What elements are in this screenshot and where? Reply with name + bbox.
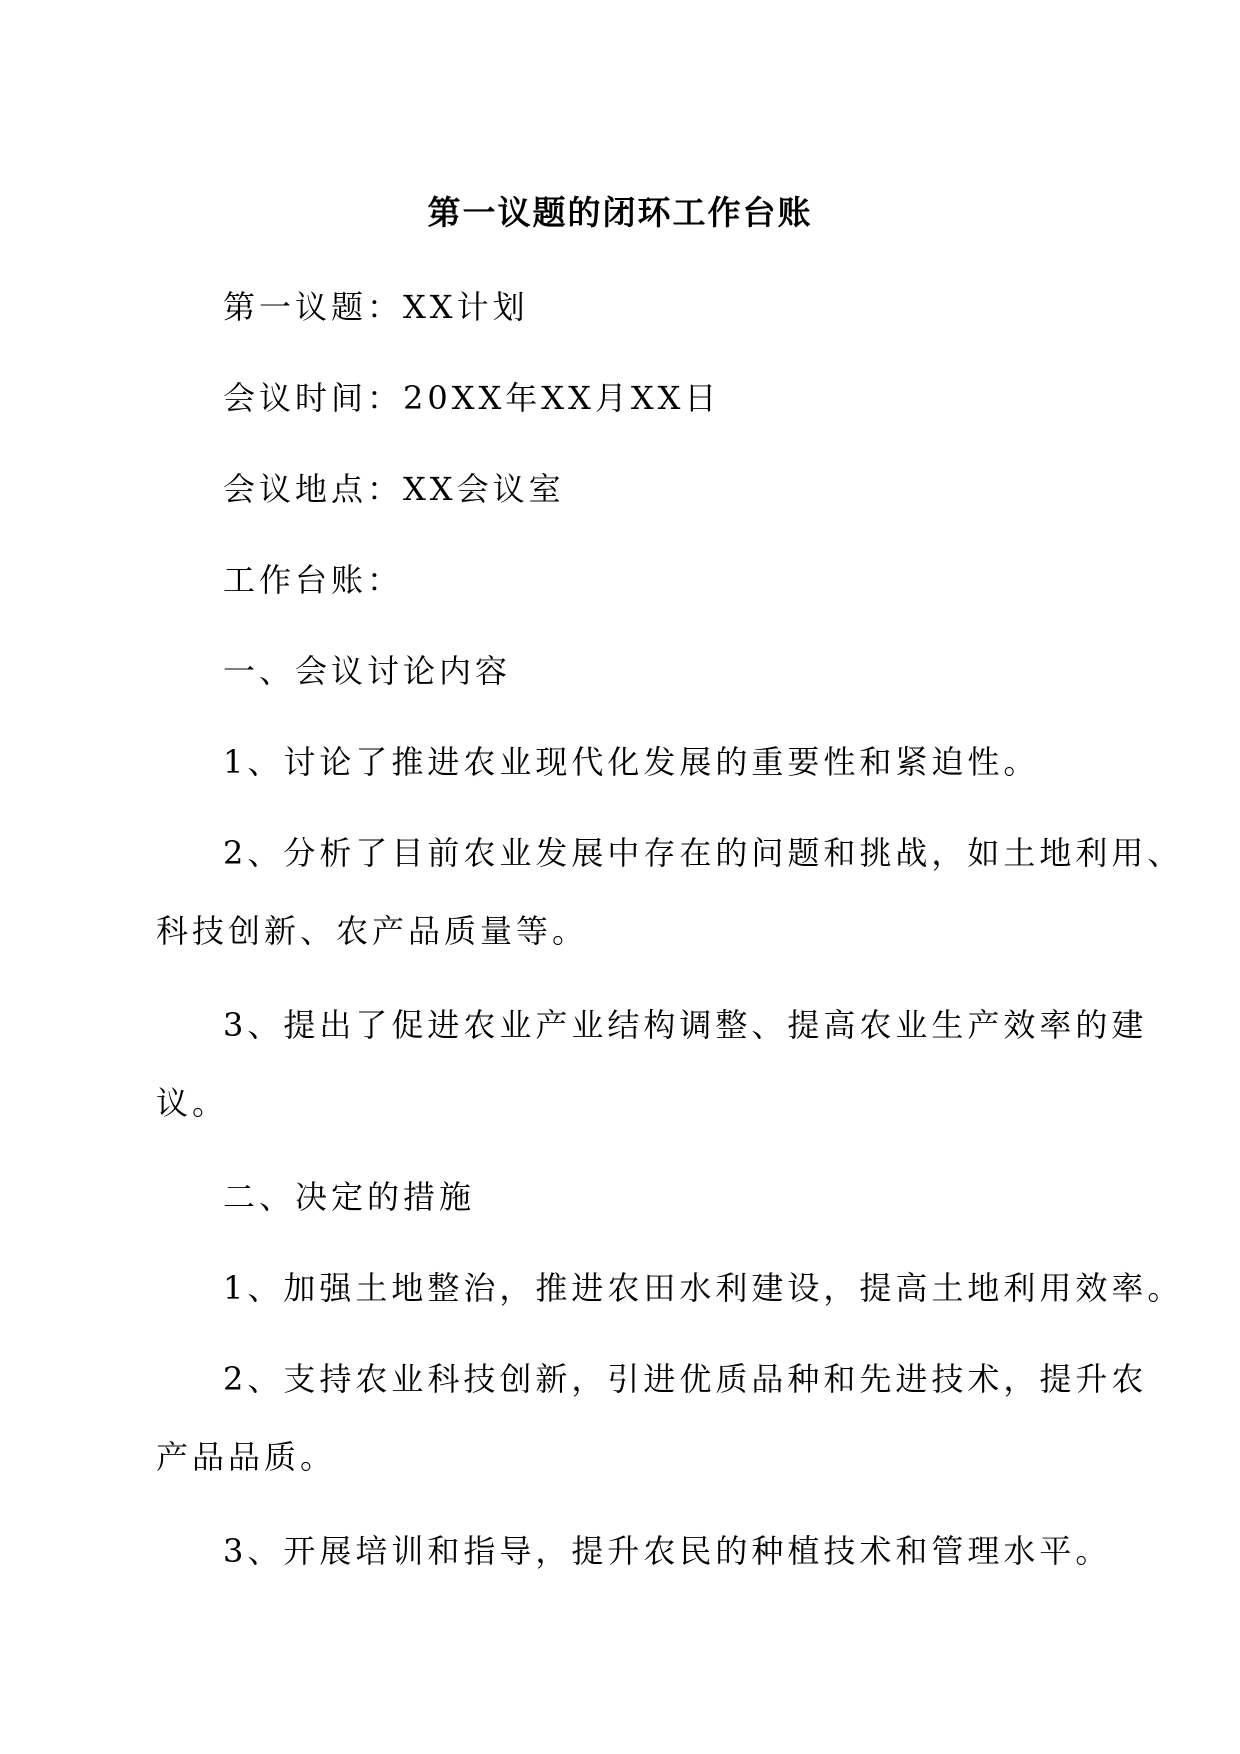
section1-item-2-continued: 科技创新、农产品质量等。 xyxy=(156,912,589,950)
meeting-place-line: 会议地点：XX会议室 xyxy=(223,470,565,508)
section2-heading: 二、决定的措施 xyxy=(223,1178,476,1216)
meeting-time-line: 会议时间：20XX年XX月XX日 xyxy=(223,379,721,417)
section1-item-3: 3、提出了促进农业产业结构调整、提高农业生产效率的建 xyxy=(223,1006,1148,1044)
section2-item-3: 3、开展培训和指导，提升农民的种植技术和管理水平。 xyxy=(223,1532,1112,1570)
section1-item-1: 1、讨论了推进农业现代化发展的重要性和紧迫性。 xyxy=(223,743,1040,781)
topic-line: 第一议题：XX计划 xyxy=(223,288,529,326)
section2-item-2: 2、支持农业科技创新，引进优质品种和先进技术，提升农 xyxy=(223,1360,1148,1398)
document-title: 第一议题的闭环工作台账 xyxy=(427,193,813,232)
section1-item-2: 2、分析了目前农业发展中存在的问题和挑战，如土地利用、 xyxy=(223,834,1184,872)
section2-item-2-continued: 产品品质。 xyxy=(156,1438,337,1476)
section2-item-1: 1、加强土地整治，推进农田水利建设，提高土地利用效率。 xyxy=(223,1269,1184,1307)
section1-heading: 一、会议讨论内容 xyxy=(223,652,512,690)
ledger-label: 工作台账： xyxy=(223,561,404,599)
section1-item-3-continued: 议。 xyxy=(156,1084,229,1122)
